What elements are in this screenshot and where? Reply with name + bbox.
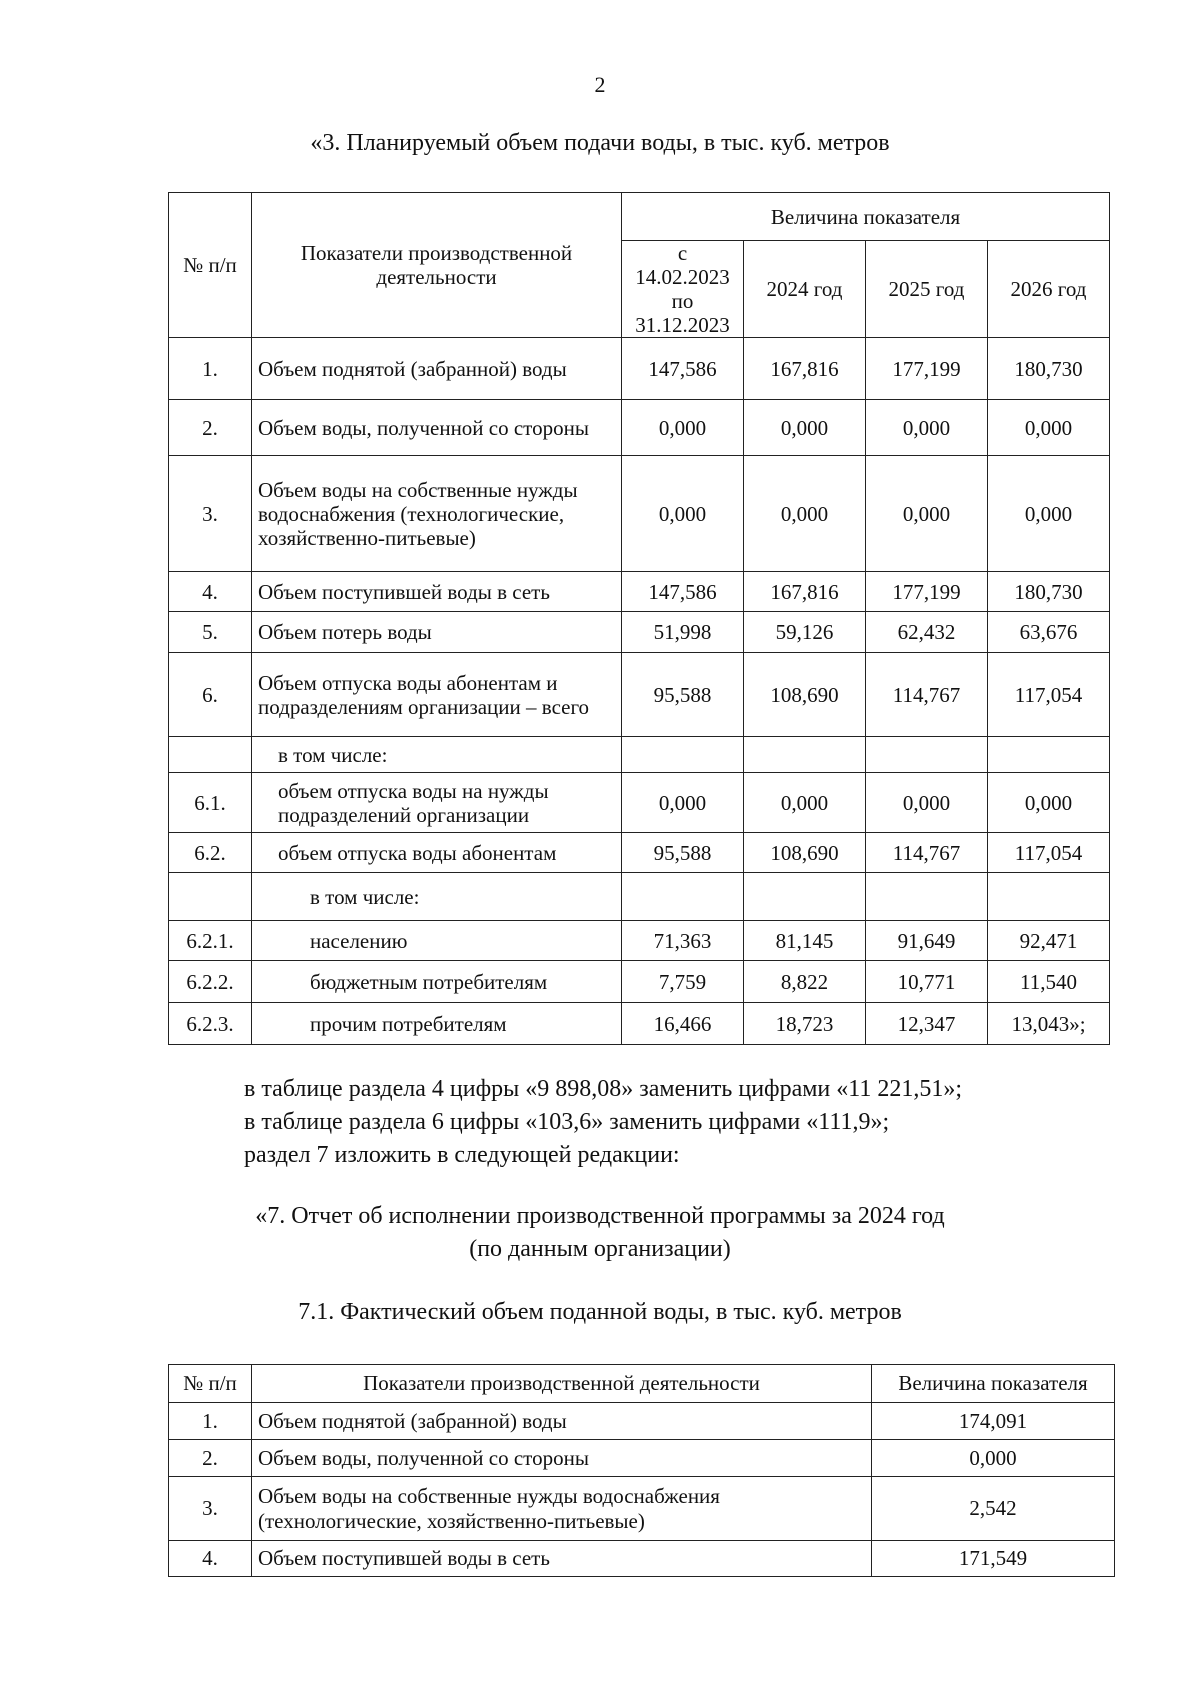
row-num: 6.2.1. <box>169 921 252 961</box>
row-value: 171,549 <box>872 1541 1115 1577</box>
row-num: 2. <box>169 400 252 456</box>
row-value-2026: 13,043»; <box>988 1003 1110 1045</box>
row-value-2024: 0,000 <box>744 456 866 572</box>
row-value-2024: 8,822 <box>744 961 866 1003</box>
row-value-2024: 167,816 <box>744 338 866 400</box>
row-num <box>169 873 252 921</box>
row-indicator: Объем воды на собственные нужды водоснабжения (технологические, хозяйственно-питьевые) <box>252 456 622 572</box>
row-value-2026: 117,054 <box>988 653 1110 737</box>
row-value: 174,091 <box>872 1403 1115 1440</box>
header-period-1 <box>622 241 744 338</box>
row-value-2025: 10,771 <box>866 961 988 1003</box>
row-value-2026: 0,000 <box>988 773 1110 833</box>
section-7-title: «7. Отчет об исполнении производственной программы за 2024 год <box>255 1203 945 1229</box>
row-value-2026 <box>988 873 1110 921</box>
row-indicator: Объем поднятой (забранной) воды <box>252 1403 872 1440</box>
header-indicator: Показатели производственной деятельности <box>252 1365 872 1403</box>
row-indicator: в том числе: <box>252 737 622 773</box>
row-value-period-1: 147,586 <box>622 338 744 400</box>
row-num: 3. <box>169 456 252 572</box>
page-number: 2 <box>594 72 606 97</box>
table-row <box>169 1477 1115 1541</box>
row-value-period-1: 95,588 <box>622 833 744 873</box>
table-row <box>169 1003 1110 1045</box>
table-row <box>169 612 1110 653</box>
row-value-2024: 108,690 <box>744 833 866 873</box>
header-num: № п/п <box>169 1365 252 1403</box>
row-value-2024: 167,816 <box>744 572 866 612</box>
row-value-2025: 0,000 <box>866 400 988 456</box>
table-row <box>169 338 1110 400</box>
row-value-2026: 180,730 <box>988 572 1110 612</box>
row-value-period-1: 147,586 <box>622 572 744 612</box>
row-num: 6.2.2. <box>169 961 252 1003</box>
row-indicator: объем отпуска воды на нужды подразделений организации <box>252 773 622 833</box>
row-value-2026: 180,730 <box>988 338 1110 400</box>
row-indicator: Объем воды, полученной со стороны <box>252 1440 872 1477</box>
header-year-2026: 2026 год <box>988 241 1110 338</box>
row-value-2025: 114,767 <box>866 833 988 873</box>
row-value: 0,000 <box>872 1440 1115 1477</box>
row-value-2025 <box>866 737 988 773</box>
row-num: 3. <box>169 1477 252 1541</box>
row-indicator: в том числе: <box>252 873 622 921</box>
paragraph-replace-section-4: в таблице раздела 4 цифры «9 898,08» заменить цифрами «11 221,51»; <box>244 1076 963 1102</box>
header-period-1-from: с 14.02.2023 <box>635 241 730 289</box>
table-row <box>169 961 1110 1003</box>
table-header-row <box>169 193 1110 241</box>
row-indicator: Объем отпуска воды абонентам и подразделениям организации – всего <box>252 653 622 737</box>
row-value-2024: 81,145 <box>744 921 866 961</box>
table-row <box>169 1541 1115 1577</box>
table-header-row <box>169 1365 1115 1403</box>
row-num: 1. <box>169 338 252 400</box>
row-num: 2. <box>169 1440 252 1477</box>
table-row <box>169 456 1110 572</box>
row-num: 6. <box>169 653 252 737</box>
row-value-2024: 0,000 <box>744 400 866 456</box>
row-value-2026: 11,540 <box>988 961 1110 1003</box>
paragraph-section-7-intro: раздел 7 изложить в следующей редакции: <box>244 1142 680 1168</box>
row-value-2024: 0,000 <box>744 773 866 833</box>
table-row <box>169 833 1110 873</box>
row-value-2026: 117,054 <box>988 833 1110 873</box>
row-value-2025: 91,649 <box>866 921 988 961</box>
row-value-period-1: 71,363 <box>622 921 744 961</box>
row-value-2025: 0,000 <box>866 456 988 572</box>
section-3-title: «3. Планируемый объем подачи воды, в тыс. куб. метров <box>310 130 890 156</box>
row-num <box>169 737 252 773</box>
row-value-period-1: 51,998 <box>622 612 744 653</box>
row-value-period-1: 0,000 <box>622 456 744 572</box>
row-num: 6.1. <box>169 773 252 833</box>
row-value-2026: 0,000 <box>988 400 1110 456</box>
table-row <box>169 873 1110 921</box>
row-value-period-1: 95,588 <box>622 653 744 737</box>
table-row <box>169 400 1110 456</box>
row-indicator: Объем воды на собственные нужды водоснабжения (технологические, хозяйственно-питьевые) <box>252 1477 872 1541</box>
row-value-2025: 114,767 <box>866 653 988 737</box>
row-num: 1. <box>169 1403 252 1440</box>
header-year-2025: 2025 год <box>866 241 988 338</box>
row-indicator: Объем воды, полученной со стороны <box>252 400 622 456</box>
header-value-group: Величина показателя <box>622 193 1110 241</box>
row-value-period-1: 16,466 <box>622 1003 744 1045</box>
row-value-2024 <box>744 873 866 921</box>
row-value-period-1: 7,759 <box>622 961 744 1003</box>
row-value-2024: 59,126 <box>744 612 866 653</box>
row-num: 4. <box>169 1541 252 1577</box>
header-num: № п/п <box>169 193 252 338</box>
row-value-2025: 12,347 <box>866 1003 988 1045</box>
header-period-1-to: по 31.12.2023 <box>635 289 730 337</box>
row-indicator: Объем поднятой (забранной) воды <box>252 338 622 400</box>
row-indicator: бюджетным потребителям <box>252 961 622 1003</box>
row-value-2026 <box>988 737 1110 773</box>
row-value-period-1 <box>622 873 744 921</box>
row-value-2025: 177,199 <box>866 572 988 612</box>
table-row <box>169 737 1110 773</box>
section-7-subtitle: (по данным организации) <box>469 1236 731 1262</box>
section-7-1-title: 7.1. Фактический объем поданной воды, в тыс. куб. метров <box>298 1299 902 1325</box>
row-value-period-1: 0,000 <box>622 773 744 833</box>
row-indicator: населению <box>252 921 622 961</box>
header-year-2024: 2024 год <box>744 241 866 338</box>
row-value-2024: 108,690 <box>744 653 866 737</box>
row-value-period-1: 0,000 <box>622 400 744 456</box>
row-value-period-1 <box>622 737 744 773</box>
table-row <box>169 1440 1115 1477</box>
row-indicator: Объем поступившей воды в сеть <box>252 572 622 612</box>
row-indicator: объем отпуска воды абонентам <box>252 833 622 873</box>
planned-water-volume-table <box>168 192 1110 1045</box>
table-row <box>169 653 1110 737</box>
row-num: 4. <box>169 572 252 612</box>
table-row <box>169 572 1110 612</box>
header-value: Величина показателя <box>872 1365 1115 1403</box>
row-value-2025: 177,199 <box>866 338 988 400</box>
row-indicator: Объем поступившей воды в сеть <box>252 1541 872 1577</box>
row-value-2026: 0,000 <box>988 456 1110 572</box>
actual-water-volume-table <box>168 1364 1115 1577</box>
row-value-2024 <box>744 737 866 773</box>
row-indicator: прочим потребителям <box>252 1003 622 1045</box>
row-value-2025: 0,000 <box>866 773 988 833</box>
row-value-2025 <box>866 873 988 921</box>
header-indicator: Показатели производственной деятельности <box>252 193 622 338</box>
table-row <box>169 773 1110 833</box>
paragraph-replace-section-6: в таблице раздела 6 цифры «103,6» заменить цифрами «111,9»; <box>244 1109 890 1135</box>
table-row <box>169 921 1110 961</box>
row-value-2024: 18,723 <box>744 1003 866 1045</box>
table-row <box>169 1403 1115 1440</box>
row-num: 6.2. <box>169 833 252 873</box>
row-num: 5. <box>169 612 252 653</box>
row-value-2026: 92,471 <box>988 921 1110 961</box>
row-value: 2,542 <box>872 1477 1115 1541</box>
row-value-2026: 63,676 <box>988 612 1110 653</box>
row-indicator: Объем потерь воды <box>252 612 622 653</box>
row-value-2025: 62,432 <box>866 612 988 653</box>
row-num: 6.2.3. <box>169 1003 252 1045</box>
